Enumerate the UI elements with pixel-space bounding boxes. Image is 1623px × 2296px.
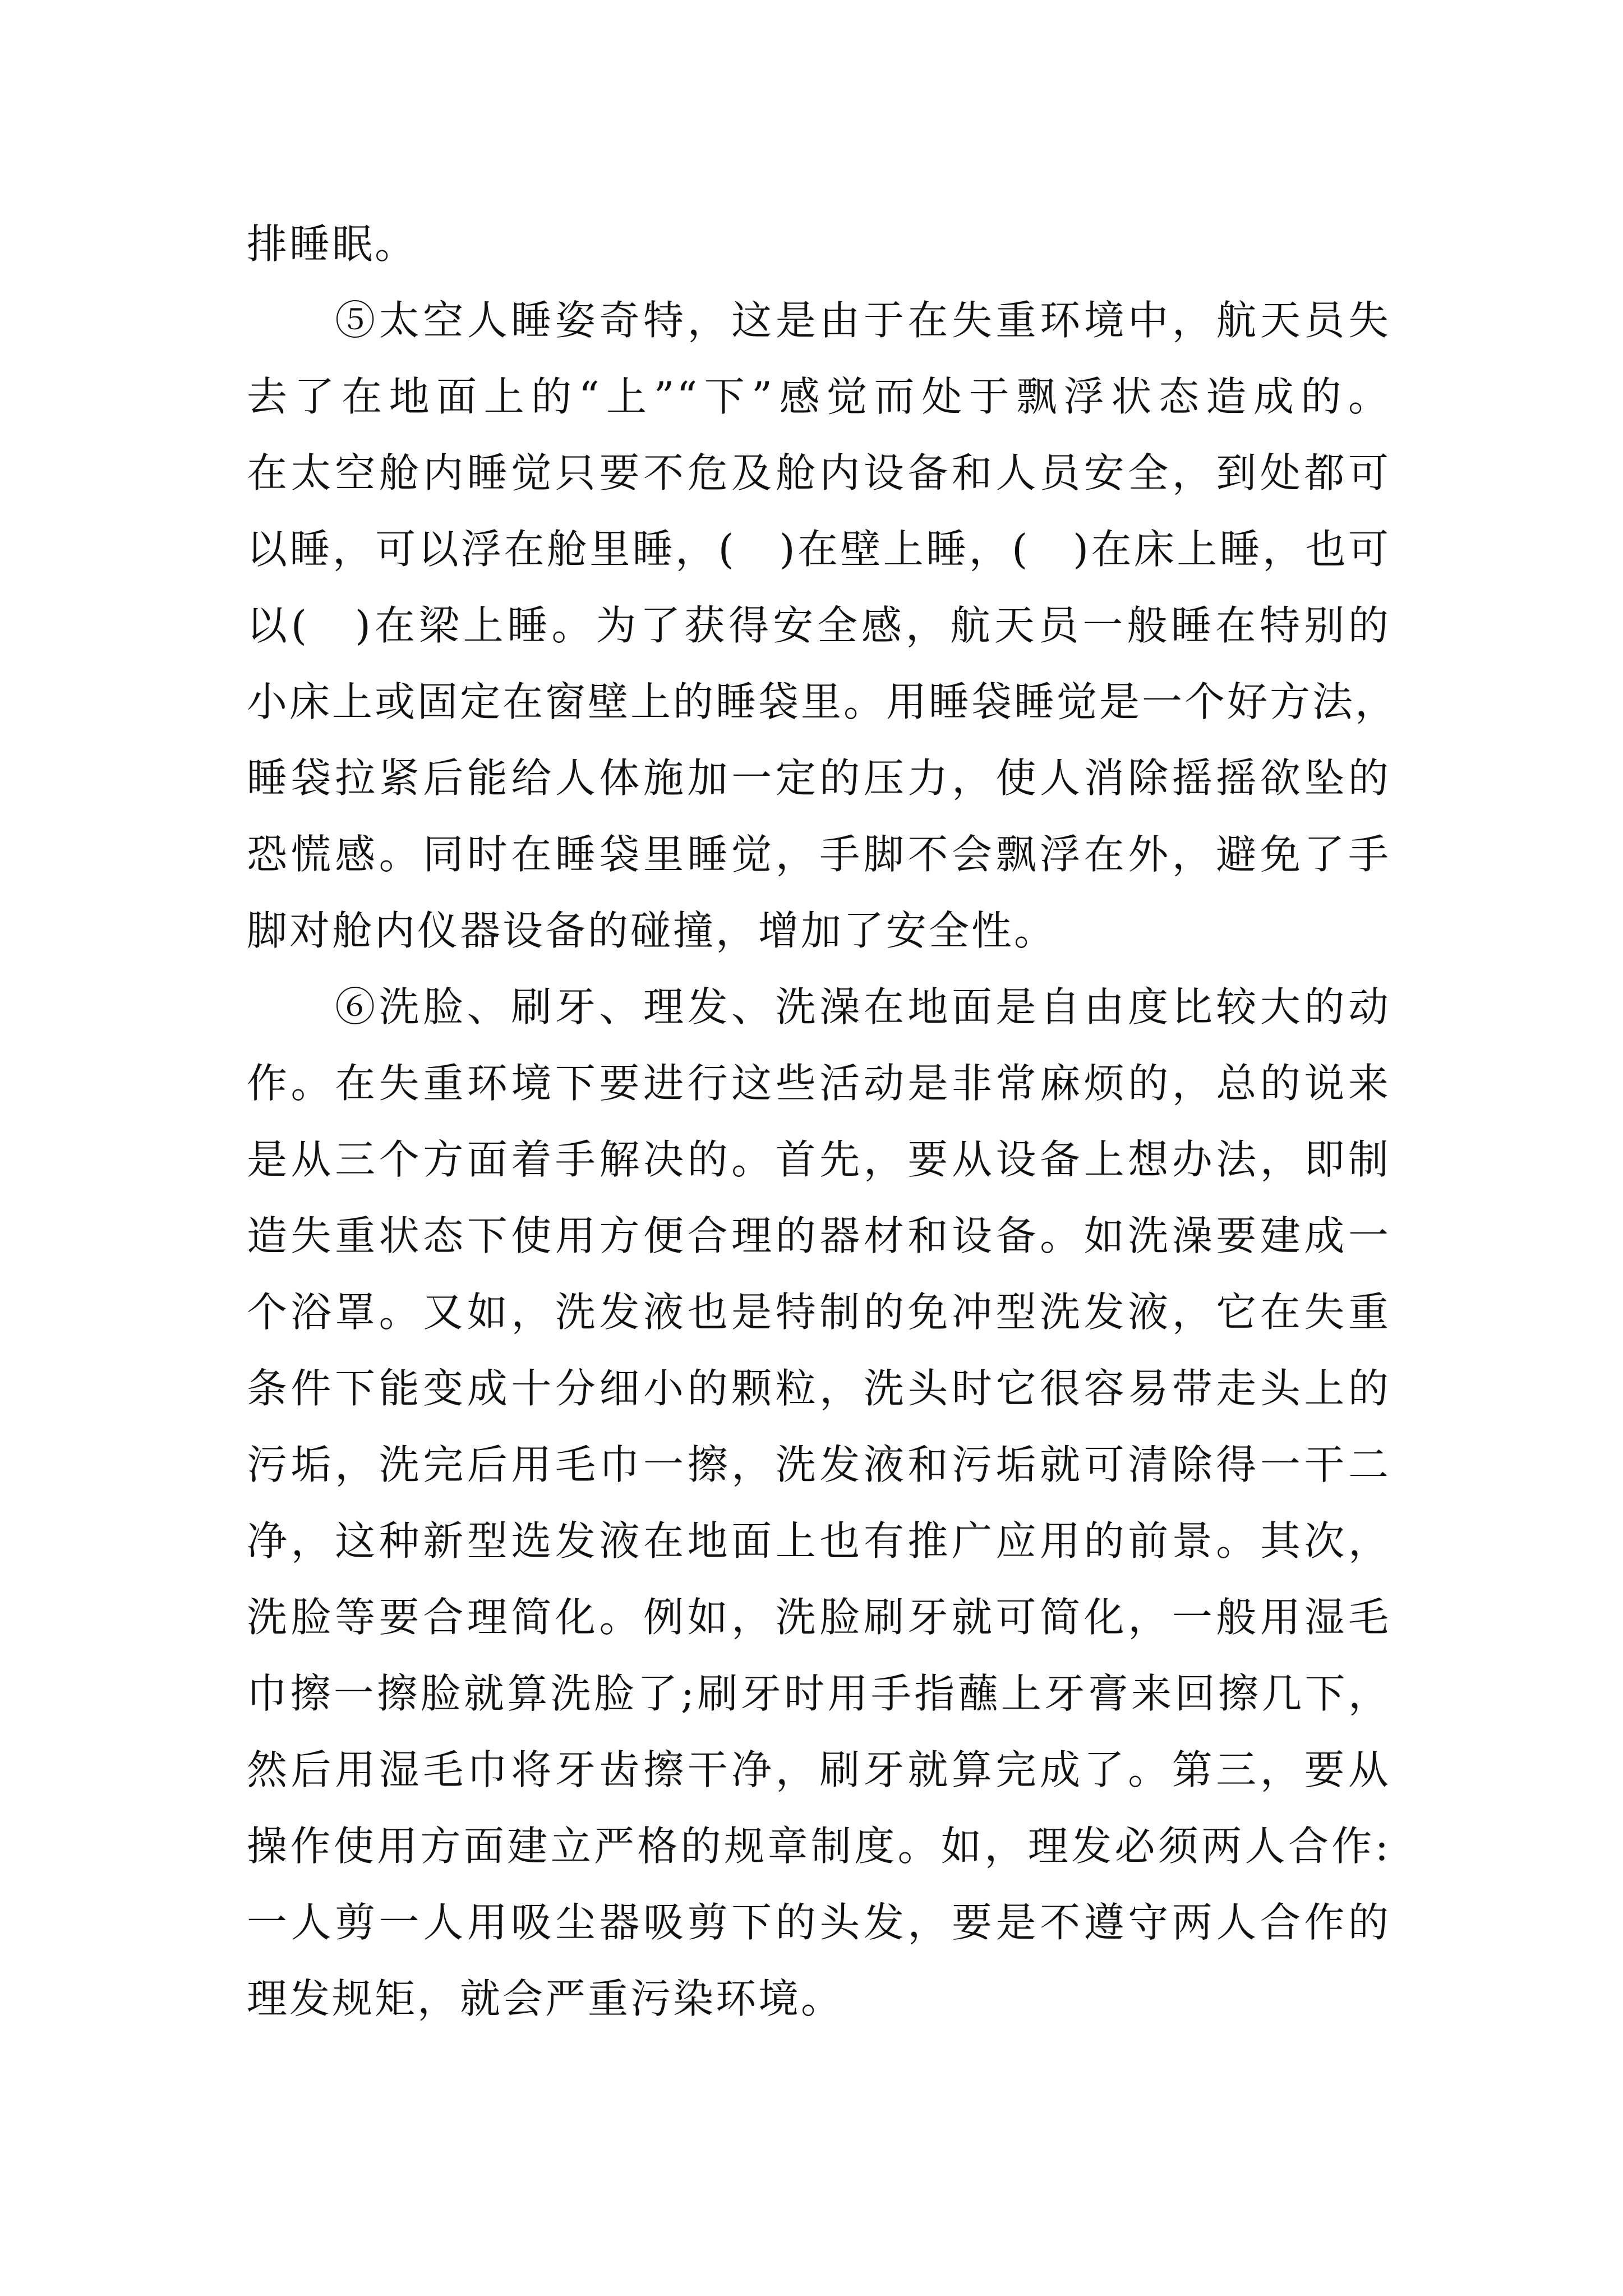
text-line-3: 去了在地面上的“上”“下”感觉而处于飘浮状态造成的。 xyxy=(247,373,1391,420)
text-line-14: 造失重状态下使用方便合理的器材和设备。如洗澡要建成一 xyxy=(247,1212,1391,1259)
text-line-12: 作。在失重环境下要进行这些活动是非常麻烦的，总的说来 xyxy=(247,1060,1391,1107)
text-line-11: ⑥洗脸、刷牙、理发、洗澡在地面是自由度比较大的动 xyxy=(247,983,1391,1030)
text-line-21: 然后用湿毛巾将牙齿擦干净，刷牙就算完成了。第三，要从 xyxy=(247,1746,1391,1793)
text-line-18: 净，这种新型选发液在地面上也有推广应用的前景。其次， xyxy=(247,1517,1391,1565)
text-line-7: 小床上或固定在窗壁上的睡袋里。用睡袋睡觉是一个好方法， xyxy=(247,678,1398,725)
text-line-2: ⑤太空人睡姿奇特，这是由于在失重环境中，航天员失 xyxy=(247,297,1391,344)
text-line-10: 脚对舱内仪器设备的碰撞，增加了安全性。 xyxy=(247,907,1057,954)
text-line-1: 排睡眠。 xyxy=(247,220,418,268)
text-line-19: 洗脸等要合理简化。例如，洗脸刷牙就可简化，一般用湿毛 xyxy=(247,1594,1391,1641)
text-line-24: 理发规矩，就会严重污染环境。 xyxy=(247,1975,844,2022)
text-line-15: 个浴罩。又如，洗发液也是特制的免冲型洗发液，它在失重 xyxy=(247,1289,1391,1336)
text-line-8: 睡袋拉紧后能给人体施加一定的压力，使人消除摇摇欲坠的 xyxy=(247,754,1391,802)
text-line-17: 污垢，洗完后用毛巾一擦，洗发液和污垢就可清除得一干二 xyxy=(247,1441,1391,1488)
text-line-13: 是从三个方面着手解决的。首先，要从设备上想办法，即制 xyxy=(247,1136,1391,1183)
text-line-22: 操作使用方面建立严格的规章制度。如，理发必须两人合作: xyxy=(247,1823,1391,1870)
text-line-16: 条件下能变成十分细小的颗粒，洗头时它很容易带走头上的 xyxy=(247,1365,1391,1412)
text-line-23: 一人剪一人用吸尘器吸剪下的头发，要是不遵守两人合作的 xyxy=(247,1899,1391,1946)
text-line-5: 以睡，可以浮在舱里睡，( )在壁上睡，( )在床上睡，也可 xyxy=(247,526,1391,573)
text-line-9: 恐慌感。同时在睡袋里睡觉，手脚不会飘浮在外，避免了手 xyxy=(247,831,1391,878)
text-line-20: 巾擦一擦脸就算洗脸了;刷牙时用手指蘸上牙膏来回擦几下， xyxy=(247,1670,1391,1717)
text-line-4: 在太空舱内睡觉只要不危及舱内设备和人员安全，到处都可 xyxy=(247,449,1391,496)
text-line-6: 以( )在梁上睡。为了获得安全感，航天员一般睡在特别的 xyxy=(247,602,1391,649)
